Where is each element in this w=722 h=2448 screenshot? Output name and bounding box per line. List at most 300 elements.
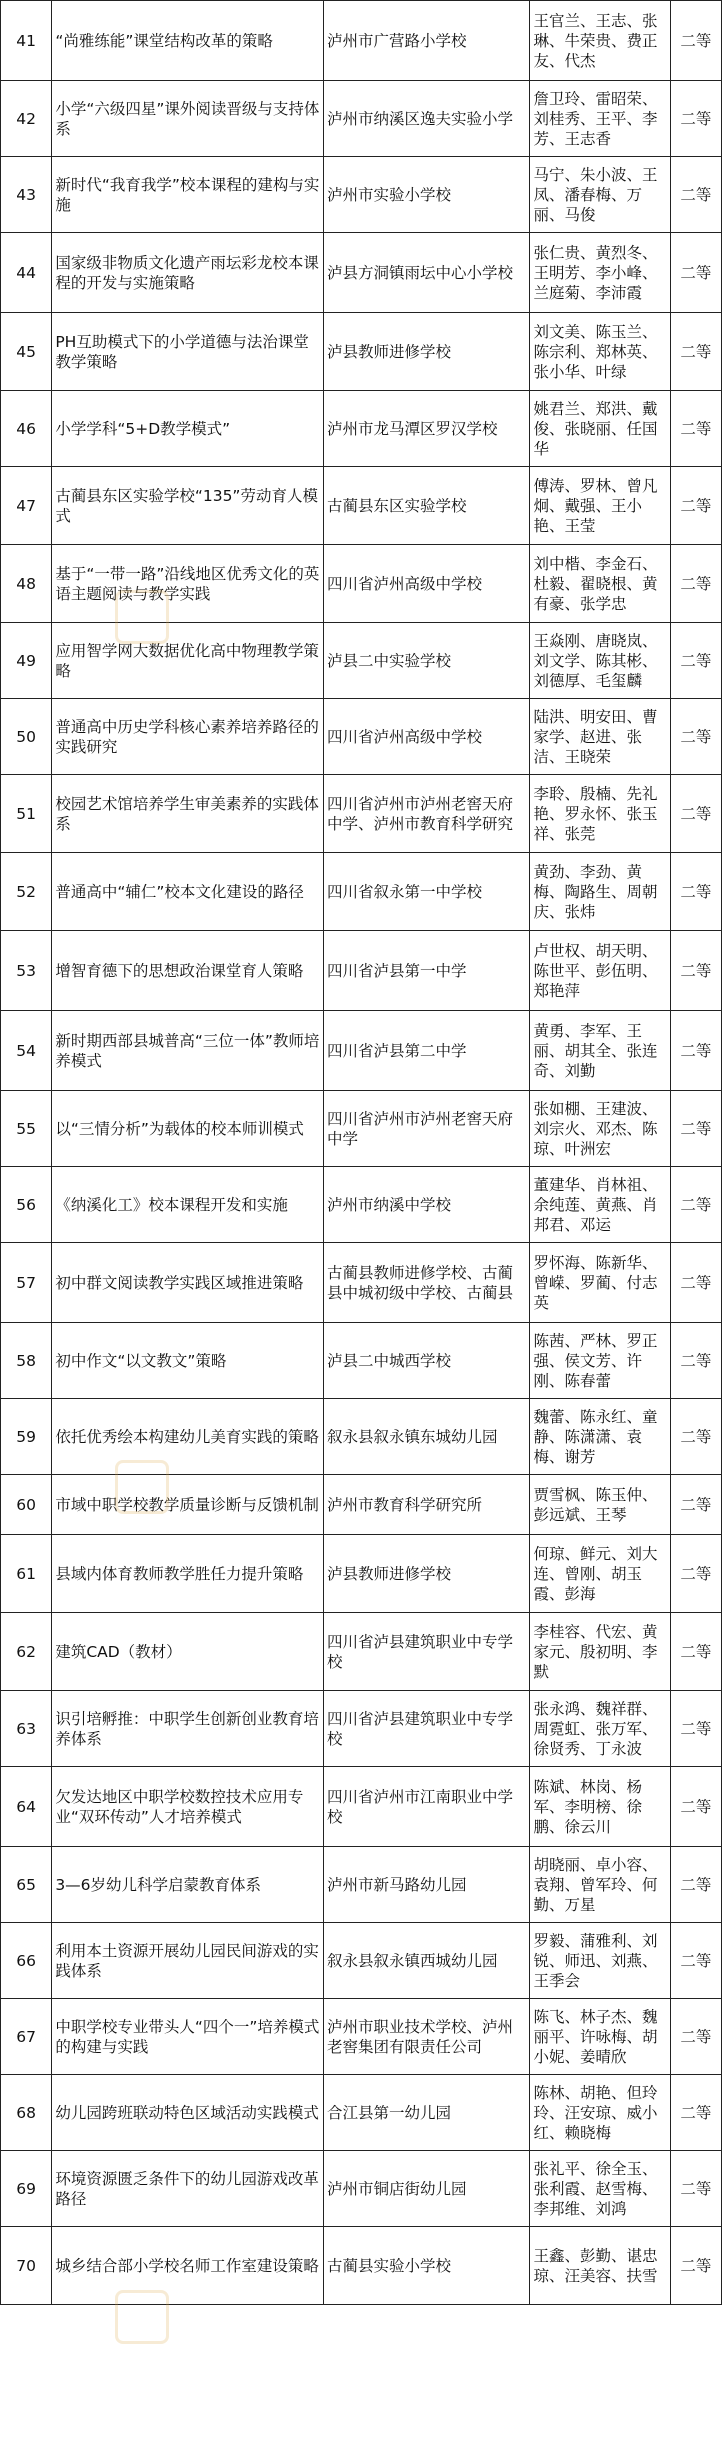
row-number-cell <box>1 1999 52 2075</box>
school-unit: 泸县二中城西学校 <box>326 1351 451 1370</box>
row-number-cell <box>1 1243 52 1323</box>
table-row <box>1 775 722 853</box>
school-unit-cell <box>323 1923 530 1999</box>
row-number: 41 <box>16 31 37 50</box>
table-row <box>1 1923 722 1999</box>
award-grade: 二等 <box>680 882 712 901</box>
project-title: 初中作文“以文教文”策略 <box>55 1351 227 1370</box>
award-grade-cell <box>670 1999 721 2075</box>
member-names: 陈斌、林岗、杨军、李明榜、徐鹏、徐云川 <box>533 1777 642 1836</box>
member-names-cell <box>530 233 670 313</box>
table-row <box>1 1323 722 1399</box>
member-names-cell <box>530 2227 670 2305</box>
project-title: 识引培孵推：中职学生创新创业教育培养体系 <box>55 1709 319 1748</box>
awards-table-body <box>1 1 722 2305</box>
award-grade-cell <box>670 467 721 545</box>
school-unit-cell <box>323 1243 530 1323</box>
school-unit-cell <box>323 623 530 699</box>
school-unit-cell <box>323 391 530 467</box>
project-title: 依托优秀绘本构建幼儿美育实践的策略 <box>55 1427 319 1446</box>
table-row <box>1 1767 722 1847</box>
award-grade: 二等 <box>680 1041 712 1060</box>
school-unit: 泸县教师进修学校 <box>326 1564 451 1583</box>
award-grade: 二等 <box>680 1951 712 1970</box>
row-number: 58 <box>16 1351 37 1370</box>
member-names: 姚君兰、郑洪、戴俊、张晓丽、任国华 <box>533 399 658 458</box>
award-grade: 二等 <box>680 1564 712 1583</box>
project-title-cell <box>52 313 324 391</box>
project-title-cell <box>52 157 324 233</box>
member-names: 张永鸿、魏祥群、周霓虹、张万军、徐贤秀、丁永波 <box>533 1699 658 1758</box>
project-title: 校园艺术馆培养学生审美素养的实践体系 <box>55 794 319 833</box>
row-number: 45 <box>16 342 37 361</box>
row-number: 63 <box>16 1719 37 1738</box>
row-number-cell <box>1 1847 52 1923</box>
row-number-cell <box>1 1767 52 1847</box>
project-title-cell <box>52 1475 324 1535</box>
project-title: 基于“一带一路”沿线地区优秀文化的英语主题阅读与教学实践 <box>55 564 320 603</box>
school-unit: 古蔺县东区实验学校 <box>326 496 467 515</box>
school-unit: 泸州市新马路幼儿园 <box>326 1875 467 1894</box>
project-title: PH互助模式下的小学道德与法治课堂教学策略 <box>55 332 309 371</box>
row-number-cell <box>1 1011 52 1091</box>
member-names-cell <box>530 1691 670 1767</box>
award-grade: 二等 <box>680 2179 712 2198</box>
project-title-cell <box>52 1999 324 2075</box>
project-title-cell <box>52 1243 324 1323</box>
project-title: 3—6岁幼儿科学启蒙教育体系 <box>55 1875 262 1894</box>
school-unit-cell <box>323 1399 530 1475</box>
member-names-cell <box>530 2151 670 2227</box>
table-row <box>1 391 722 467</box>
member-names: 陈林、胡艳、但玲玲、汪安琼、威小红、赖晓梅 <box>533 2083 658 2142</box>
project-title-cell <box>52 545 324 623</box>
row-number-cell <box>1 1535 52 1613</box>
award-grade-cell <box>670 1011 721 1091</box>
award-grade: 二等 <box>680 804 712 823</box>
project-title-cell <box>52 1091 324 1167</box>
project-title: 以“三情分析”为载体的校本师训模式 <box>55 1119 304 1138</box>
school-unit: 古蔺县实验小学校 <box>326 2256 451 2275</box>
school-unit: 四川省叙永第一中学校 <box>326 882 482 901</box>
member-names: 张如棚、王建波、刘宗火、邓杰、陈琼、叶洲宏 <box>533 1099 658 1158</box>
member-names: 魏蕾、陈永红、童静、陈潇潇、袁梅、谢芳 <box>533 1407 658 1466</box>
member-names-cell <box>530 623 670 699</box>
row-number-cell <box>1 1475 52 1535</box>
school-unit-cell <box>323 1011 530 1091</box>
school-unit-cell <box>323 775 530 853</box>
award-grade-cell <box>670 1535 721 1613</box>
award-grade: 二等 <box>680 1495 712 1514</box>
row-number: 65 <box>16 1875 37 1894</box>
row-number: 47 <box>16 496 37 515</box>
project-title: 国家级非物质文化遗产雨坛彩龙校本课程的开发与实施策略 <box>55 253 319 292</box>
award-grade-cell <box>670 2151 721 2227</box>
table-row <box>1 1091 722 1167</box>
row-number-cell <box>1 623 52 699</box>
member-names: 王官兰、王志、张琳、牛荣贵、费正友、代杰 <box>533 11 658 70</box>
award-grade: 二等 <box>680 961 712 980</box>
row-number: 43 <box>16 185 37 204</box>
school-unit: 泸州市纳溪区逸夫实验小学 <box>326 109 513 128</box>
row-number: 48 <box>16 574 37 593</box>
member-names: 陆洪、明安田、曹家学、赵进、张洁、王晓荣 <box>533 707 658 766</box>
award-grade-cell <box>670 313 721 391</box>
member-names-cell <box>530 1923 670 1999</box>
project-title: 城乡结合部小学校名师工作室建设策略 <box>55 2256 319 2275</box>
row-number-cell <box>1 1091 52 1167</box>
award-grade-cell <box>670 775 721 853</box>
project-title: 小学学科“5+D教学模式” <box>55 419 231 438</box>
project-title-cell <box>52 1167 324 1243</box>
award-grade-cell <box>670 1847 721 1923</box>
member-names: 张仁贵、黄烈冬、王明芳、李小峰、兰庭菊、李沛霞 <box>533 243 658 302</box>
member-names: 詹卫玲、雷昭荣、刘桂秀、王平、李芳、王志香 <box>533 89 658 148</box>
school-unit-cell <box>323 157 530 233</box>
project-title-cell <box>52 1613 324 1691</box>
award-grade-cell <box>670 1323 721 1399</box>
award-grade-cell <box>670 1167 721 1243</box>
row-number-cell <box>1 1691 52 1767</box>
table-row <box>1 157 722 233</box>
table-row <box>1 931 722 1011</box>
school-unit-cell <box>323 1475 530 1535</box>
school-unit: 泸州市教育科学研究所 <box>326 1495 482 1514</box>
school-unit: 泸州市广营路小学校 <box>326 31 467 50</box>
school-unit: 合江县第一幼儿园 <box>326 2103 451 2122</box>
project-title: 新时代“我育我学”校本课程的建构与实施 <box>55 175 320 214</box>
table-row <box>1 1847 722 1923</box>
project-title-cell <box>52 1923 324 1999</box>
project-title: 增智育德下的思想政治课堂育人策略 <box>55 961 304 980</box>
school-unit-cell <box>323 2151 530 2227</box>
table-row <box>1 1 722 81</box>
award-grade: 二等 <box>680 1642 712 1661</box>
member-names-cell <box>530 545 670 623</box>
member-names-cell <box>530 1847 670 1923</box>
award-grade-cell <box>670 1475 721 1535</box>
member-names-cell <box>530 775 670 853</box>
row-number-cell <box>1 1399 52 1475</box>
row-number-cell <box>1 2151 52 2227</box>
member-names: 马宁、朱小波、王凤、潘春梅、万丽、马俊 <box>533 165 658 224</box>
row-number: 42 <box>16 109 37 128</box>
table-row <box>1 313 722 391</box>
member-names: 陈飞、林子杰、魏丽平、许咏梅、胡小妮、姜晴欣 <box>533 2007 658 2066</box>
school-unit: 泸县方洞镇雨坛中心小学校 <box>326 263 513 282</box>
school-unit: 四川省泸州高级中学校 <box>326 574 482 593</box>
award-grade-cell <box>670 157 721 233</box>
member-names: 傅涛、罗林、曾凡炯、戴强、王小艳、王莹 <box>533 476 658 535</box>
member-names-cell <box>530 1323 670 1399</box>
project-title-cell <box>52 623 324 699</box>
school-unit-cell <box>323 931 530 1011</box>
table-row <box>1 2151 722 2227</box>
school-unit-cell <box>323 81 530 157</box>
school-unit-cell <box>323 2227 530 2305</box>
row-number-cell <box>1 775 52 853</box>
school-unit-cell <box>323 2075 530 2151</box>
project-title: 小学“六级四星”课外阅读晋级与支持体系 <box>55 99 320 138</box>
member-names-cell <box>530 2075 670 2151</box>
project-title: 初中群文阅读教学实践区域推进策略 <box>55 1273 304 1292</box>
row-number: 67 <box>16 2027 37 2046</box>
project-title: 中职学校专业带头人“四个一”培养模式的构建与实践 <box>55 2017 320 2056</box>
table-row <box>1 1475 722 1535</box>
school-unit-cell <box>323 853 530 931</box>
award-grade: 二等 <box>680 1195 712 1214</box>
project-title: 应用智学网大数据优化高中物理教学策略 <box>55 641 319 680</box>
row-number: 51 <box>16 804 37 823</box>
project-title-cell <box>52 2227 324 2305</box>
member-names-cell <box>530 1475 670 1535</box>
project-title-cell <box>52 233 324 313</box>
member-names-cell <box>530 1091 670 1167</box>
row-number: 68 <box>16 2103 37 2122</box>
member-names: 刘文美、陈玉兰、陈宗利、郑林英、张小华、叶绿 <box>533 322 658 381</box>
project-title-cell <box>52 1767 324 1847</box>
row-number-cell <box>1 1 52 81</box>
row-number-cell <box>1 1923 52 1999</box>
project-title: “尚雅练能”课堂结构改革的策略 <box>55 31 273 50</box>
row-number-cell <box>1 467 52 545</box>
award-grade-cell <box>670 1399 721 1475</box>
row-number-cell <box>1 1167 52 1243</box>
project-title: 利用本土资源开展幼儿园民间游戏的实践体系 <box>55 1941 319 1980</box>
school-unit: 泸州市实验小学校 <box>326 185 451 204</box>
project-title: 普通高中历史学科核心素养培养路径的实践研究 <box>55 717 319 756</box>
project-title: 古蔺县东区实验学校“135”劳动育人模式 <box>55 486 318 525</box>
row-number-cell <box>1 1613 52 1691</box>
row-number: 53 <box>16 961 37 980</box>
member-names-cell <box>530 1011 670 1091</box>
award-grade-cell <box>670 391 721 467</box>
school-unit: 四川省泸州市泸州老窖天府中学 <box>326 1109 513 1148</box>
member-names: 陈茜、严林、罗正强、侯文芳、许刚、陈春蕾 <box>533 1331 658 1390</box>
award-grade: 二等 <box>680 1427 712 1446</box>
school-unit: 四川省泸县第二中学 <box>326 1041 467 1060</box>
row-number: 59 <box>16 1427 37 1446</box>
project-title: 《纳溪化工》校本课程开发和实施 <box>55 1195 288 1214</box>
member-names: 贾雪枫、陈玉仲、彭远斌、王琴 <box>533 1485 658 1524</box>
school-unit: 古蔺县教师进修学校、古蔺县中城初级中学校、古蔺县 <box>326 1263 513 1302</box>
project-title: 建筑CAD（教材） <box>55 1642 182 1661</box>
award-grade-cell <box>670 1 721 81</box>
row-number-cell <box>1 545 52 623</box>
table-row <box>1 545 722 623</box>
row-number: 50 <box>16 727 37 746</box>
row-number-cell <box>1 157 52 233</box>
school-unit-cell <box>323 545 530 623</box>
school-unit: 泸州市职业技术学校、泸州老窖集团有限责任公司 <box>326 2017 513 2056</box>
member-names-cell <box>530 1167 670 1243</box>
award-grade-cell <box>670 1691 721 1767</box>
row-number: 60 <box>16 1495 37 1514</box>
row-number: 54 <box>16 1041 37 1060</box>
table-row <box>1 1167 722 1243</box>
award-grade-cell <box>670 1243 721 1323</box>
award-grade-cell <box>670 853 721 931</box>
table-row <box>1 1243 722 1323</box>
row-number-cell <box>1 2227 52 2305</box>
row-number-cell <box>1 81 52 157</box>
row-number: 57 <box>16 1273 37 1292</box>
row-number: 46 <box>16 419 37 438</box>
member-names-cell <box>530 1 670 81</box>
project-title-cell <box>52 1011 324 1091</box>
award-grade-cell <box>670 545 721 623</box>
member-names-cell <box>530 81 670 157</box>
school-unit: 四川省泸州市泸州老窖天府中学、泸州市教育科学研究 <box>326 794 513 833</box>
member-names: 刘中楷、李金石、杜毅、翟晓根、黄有豪、张学忠 <box>533 554 658 613</box>
member-names-cell <box>530 1399 670 1475</box>
row-number: 70 <box>16 2256 37 2275</box>
table-row <box>1 1613 722 1691</box>
member-names: 王焱刚、唐晓岚、刘文学、陈其彬、刘德厚、毛玺麟 <box>533 631 658 690</box>
member-names: 李桂容、代宏、黄家元、殷初明、李默 <box>533 1622 658 1681</box>
member-names-cell <box>530 699 670 775</box>
row-number: 61 <box>16 1564 37 1583</box>
award-grade: 二等 <box>680 185 712 204</box>
award-grade: 二等 <box>680 2256 712 2275</box>
row-number-cell <box>1 313 52 391</box>
project-title-cell <box>52 1 324 81</box>
table-row <box>1 233 722 313</box>
project-title-cell <box>52 2151 324 2227</box>
school-unit: 泸州市铜店街幼儿园 <box>326 2179 467 2198</box>
member-names: 罗怀海、陈新华、曾嵘、罗蔺、付志英 <box>533 1253 658 1312</box>
table-row <box>1 1691 722 1767</box>
award-grade-cell <box>670 233 721 313</box>
row-number: 56 <box>16 1195 37 1214</box>
school-unit-cell <box>323 1691 530 1767</box>
award-grade: 二等 <box>680 651 712 670</box>
award-grade: 二等 <box>680 419 712 438</box>
school-unit: 四川省泸县第一中学 <box>326 961 467 980</box>
school-unit-cell <box>323 1091 530 1167</box>
award-grade-cell <box>670 1613 721 1691</box>
school-unit-cell <box>323 1323 530 1399</box>
member-names: 何琼、鲜元、刘大连、曾刚、胡玉霞、彭海 <box>533 1544 658 1603</box>
member-names-cell <box>530 391 670 467</box>
school-unit: 泸州市纳溪中学校 <box>326 1195 451 1214</box>
school-unit-cell <box>323 1167 530 1243</box>
member-names-cell <box>530 853 670 931</box>
row-number: 66 <box>16 1951 37 1970</box>
member-names-cell <box>530 1243 670 1323</box>
school-unit: 泸县教师进修学校 <box>326 342 451 361</box>
project-title: 市域中职学校教学质量诊断与反馈机制 <box>55 1495 319 1514</box>
project-title: 县域内体育教师教学胜任力提升策略 <box>55 1564 304 1583</box>
member-names: 黄劲、李劲、黄梅、陶路生、周朝庆、张炜 <box>533 862 658 921</box>
award-grade-cell <box>670 623 721 699</box>
project-title-cell <box>52 1323 324 1399</box>
table-row <box>1 853 722 931</box>
project-title-cell <box>52 853 324 931</box>
table-row <box>1 1399 722 1475</box>
member-names: 罗毅、蒲雅利、刘锐、师迅、刘燕、王季会 <box>533 1931 658 1990</box>
award-grade-cell <box>670 931 721 1011</box>
row-number-cell <box>1 853 52 931</box>
award-grade: 二等 <box>680 342 712 361</box>
award-grade: 二等 <box>680 2103 712 2122</box>
school-unit: 泸县二中实验学校 <box>326 651 451 670</box>
table-row <box>1 1535 722 1613</box>
table-row <box>1 1999 722 2075</box>
school-unit-cell <box>323 1999 530 2075</box>
school-unit-cell <box>323 1767 530 1847</box>
project-title-cell <box>52 1535 324 1613</box>
row-number-cell <box>1 699 52 775</box>
project-title-cell <box>52 699 324 775</box>
school-unit: 四川省泸州市江南职业中学校 <box>326 1787 513 1826</box>
school-unit-cell <box>323 233 530 313</box>
project-title-cell <box>52 775 324 853</box>
award-grade: 二等 <box>680 1875 712 1894</box>
award-grade: 二等 <box>680 109 712 128</box>
member-names-cell <box>530 1535 670 1613</box>
award-grade: 二等 <box>680 1351 712 1370</box>
member-names-cell <box>530 467 670 545</box>
table-row <box>1 1011 722 1091</box>
award-grade: 二等 <box>680 1719 712 1738</box>
award-grade: 二等 <box>680 727 712 746</box>
award-grade: 二等 <box>680 31 712 50</box>
award-grade: 二等 <box>680 263 712 282</box>
member-names: 张礼平、徐全玉、张利霞、赵雪梅、李邦维、刘鸿 <box>533 2159 658 2218</box>
member-names: 胡晓丽、卓小容、袁翔、曾军玲、何勤、万星 <box>533 1855 658 1914</box>
award-grade: 二等 <box>680 574 712 593</box>
row-number-cell <box>1 1323 52 1399</box>
school-unit-cell <box>323 699 530 775</box>
row-number: 49 <box>16 651 37 670</box>
member-names-cell <box>530 313 670 391</box>
row-number: 64 <box>16 1797 37 1816</box>
award-grade-cell <box>670 2227 721 2305</box>
award-grade: 二等 <box>680 1273 712 1292</box>
award-grade-cell <box>670 1091 721 1167</box>
project-title: 欠发达地区中职学校数控技术应用专业“双环传动”人才培养模式 <box>55 1787 304 1826</box>
project-title: 新时期西部县城普高“三位一体”教师培养模式 <box>55 1031 320 1070</box>
member-names: 董建华、肖林祖、余纯莲、黄燕、肖邦君、邓运 <box>533 1175 658 1234</box>
table-row <box>1 699 722 775</box>
member-names-cell <box>530 1767 670 1847</box>
project-title: 环境资源匮乏条件下的幼儿园游戏改革路径 <box>55 2169 319 2208</box>
member-names: 李聆、殷楠、先礼艳、罗永怀、张玉祥、张莞 <box>533 784 658 843</box>
table-row <box>1 2075 722 2151</box>
school-unit: 四川省泸州高级中学校 <box>326 727 482 746</box>
project-title-cell <box>52 81 324 157</box>
table-row <box>1 623 722 699</box>
project-title-cell <box>52 1399 324 1475</box>
row-number: 69 <box>16 2179 37 2198</box>
project-title-cell <box>52 391 324 467</box>
member-names-cell <box>530 931 670 1011</box>
project-title-cell <box>52 1691 324 1767</box>
table-row <box>1 2227 722 2305</box>
school-unit-cell <box>323 1613 530 1691</box>
member-names: 王鑫、彭勤、谌忠琼、汪美容、扶雪 <box>533 2246 658 2285</box>
member-names: 卢世权、胡天明、陈世平、彭伍明、郑艳萍 <box>533 941 658 1000</box>
school-unit: 四川省泸县建筑职业中专学校 <box>326 1632 513 1671</box>
school-unit-cell <box>323 313 530 391</box>
award-grade-cell <box>670 1767 721 1847</box>
table-row <box>1 467 722 545</box>
school-unit: 泸州市龙马潭区罗汉学校 <box>326 419 498 438</box>
member-names-cell <box>530 1613 670 1691</box>
award-grade-cell <box>670 699 721 775</box>
project-title: 幼儿园跨班联动特色区域活动实践模式 <box>55 2103 319 2122</box>
